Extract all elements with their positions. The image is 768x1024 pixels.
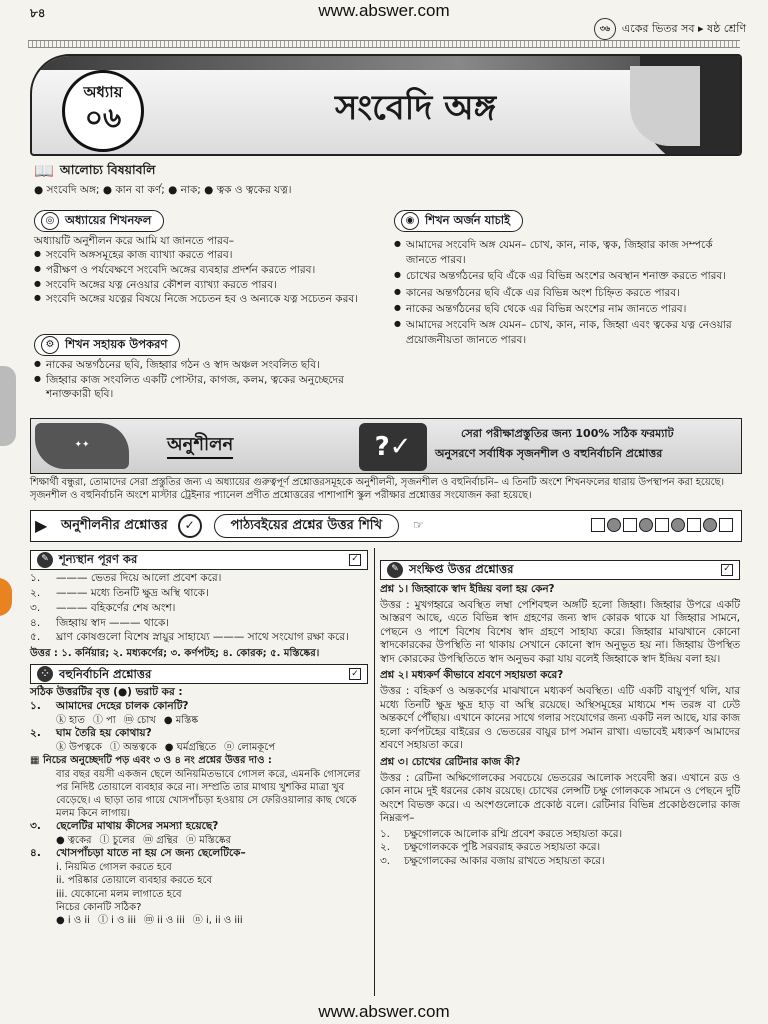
mcq-option[interactable]: ⓜ ii ও iii — [143, 915, 185, 927]
play-arrow-icon: ▶ — [35, 516, 48, 535]
mcq-options — [30, 714, 368, 727]
qa-item-2 — [380, 669, 740, 752]
list-item: ● পরীক্ষণ ও পর্যবেক্ষণে সংবেদি অঙ্গের ব্যবহার প্রদর্শন করতে পারব। — [34, 264, 374, 278]
circle-icon — [671, 518, 685, 532]
mcq-option[interactable]: ● মস্তিষ্ক — [163, 715, 199, 727]
answer-text: উত্তর : বহিকর্ণ ও অন্তকর্ণের মাঝখানে মধ্যকর্ণ অবস্থিত। এটি একটি বায়ুপূর্ণ থলি, যার মধ্যে তিনটি ক্ষুদ্র ক্ষুদ্র হাড় বা অস্থি রয়েছে। অস্থিসমূহের মাধ্যমে শব্দ তরঙ্গ বা ঢেউ অন্তকর্ণে পৌঁছায়। এখানে কানের সাথে গলার সংযোগের জন্য একটি নল আছে, যার কাজ হলো কর্ণপটহের বাইরের ও ভেতরের বায়ুর চাপ সমান রাখা। এভাবেই মধ্যকর্ণ আমাদের শ্রবণে সহায়তা করে। — [380, 685, 740, 752]
page-side-tab — [0, 366, 16, 446]
mcq-option[interactable]: ⓝ মস্তিষ্কের — [186, 835, 232, 847]
practice-line-2: অনুসরণে সর্বাধিক সৃজনশীল ও বহুনির্বাচনি প্রশ্নোত্তর — [435, 447, 663, 460]
pointer-icon: ☞ — [413, 518, 424, 533]
mcq-question-1: ১. আমাদের দেহের চালক কোনটি? ⓚ হাত ⓛ পা ⓜ চোখ ● মস্তিষ্ক — [30, 700, 368, 727]
outcomes-list — [34, 249, 374, 307]
topics-section — [34, 160, 734, 198]
assessment-list — [394, 238, 740, 349]
qa-item-1 — [380, 583, 740, 666]
pencil-icon: ✎ — [37, 552, 53, 568]
mcq-option[interactable]: ⓝ লোমকূপে — [224, 742, 276, 754]
mcq-options — [30, 741, 368, 754]
mcq-option[interactable]: ⓛ পা — [92, 715, 116, 727]
mcq-heading: ⁘ বহুনির্বাচনি প্রশ্নোত্তর ✓ — [30, 664, 368, 684]
materials-section — [34, 334, 374, 403]
sub-item: i. নিয়মিত গোসল করতে হবে — [56, 862, 172, 874]
practice-label: অনুশীলন — [167, 433, 233, 459]
mcq-option[interactable]: ⓜ চোখ — [123, 715, 156, 727]
list-item: ২. ——— মধ্যে তিনটি ক্ষুদ্র অস্থি থাকে। — [30, 586, 209, 599]
intro-paragraph: শিক্ষার্থী বন্ধুরা, তোমাদের সেরা প্রস্তুতির জন্য এ অধ্যায়ের গুরুত্বপূর্ণ প্রশ্নোত্তরসমূহকে অনুশীলনী, সৃজনশীল ও বহুনির্বাচনি– এ তিনটি অংশে শিখনফলের ধারায় উপস্থাপন করা হয়েছে। সৃজনশীল ও বহুনির্বাচনি অংশে মাস্টার ট্রেইনার প্যানেল প্রণীত প্রশ্নোত্তরের পাশাপাশি স্কুল পরীক্ষার প্রশ্নোত্তর সংযোজন করা হয়েছে। — [30, 477, 725, 502]
orange-marker — [0, 578, 12, 616]
sub-item: iii. যেকোনো মলম লাগাতে হবে — [56, 888, 182, 900]
list-item: ৩. ——— বহিকর্ণের শেষ অংশ। — [30, 601, 176, 614]
mcq-option[interactable]: ⓚ উপত্বকে — [56, 742, 102, 754]
list-item: ● সংবেদি অঙ্গের যত্নের বিষয়ে নিজে সচেতন হব ও অন্যকে যত্ন সচেতন করব। — [34, 293, 374, 307]
checkbox-icon — [591, 518, 605, 532]
list-item: ২. চক্ষুগোলককে পুষ্টি সরবরাহ করতে সহায়তা করে। — [380, 841, 601, 854]
column-divider — [374, 548, 375, 996]
chapter-badge — [62, 70, 144, 152]
checkbox-icon: ✓ — [721, 564, 733, 576]
section-bar-left: অনুশীলনীর প্রশ্নোত্তর — [61, 518, 168, 534]
list-item: ১. ——— ভেতর দিয়ে আলো প্রবেশ করে। — [30, 572, 222, 584]
mcq-options — [30, 834, 368, 847]
mcq-option[interactable]: ⓜ গ্রন্থির — [143, 835, 179, 847]
check-badge-icon: ✓ — [178, 514, 202, 538]
outcomes-section — [34, 210, 374, 308]
series-logo-icon: ৩৬ — [594, 18, 616, 40]
leaf-decoration-icon: ✦✦ — [35, 423, 129, 469]
watermark-top: www.abswer.com — [318, 1, 450, 20]
circle-icon — [607, 518, 621, 532]
section-bar-right: পাঠ্যবইয়ের প্রশ্নের উত্তর শিখি — [214, 514, 399, 537]
practice-banner — [30, 418, 742, 474]
mcq-option[interactable]: ⓚ হাত — [56, 715, 85, 727]
answer-text: উত্তর : রেটিনা অক্ষিগোলকের সবচেয়ে ভেতরের আলোক সংবেদী স্তর। এখানে রড ও কোন নামে দুই ধরনের কোষ রয়েছে। চোখের লেন্সটি চক্ষু গোলককে সামনে ও পেছনে দুটি অংশে বিভক্ত করে। এ অংশগুলোকে প্রকোষ্ঠ বলে। রেটিনার বিভিন্ন প্রকোষ্ঠগুলোর কাজ নিম্নরূপ– — [380, 771, 740, 825]
book-icon: 📖 — [34, 161, 54, 180]
mcq-question-2: ২. ঘাম তৈরি হয় কোথায়? ⓚ উপত্বকে ⓛ অন্তত্বকে ● ঘর্মগ্রন্থিতে ⓝ লোমকূপে — [30, 727, 368, 754]
list-item: ● চোখের অন্তর্গঠনের ছবি এঁকে এর বিভিন্ন অংশের অবস্থান শনাক্ত করতে পারব। — [394, 269, 740, 284]
mcq-ask: নিচের কোনটি সঠিক? — [56, 901, 142, 913]
list-item: ৪. জিহ্বায় স্বাদ ——— থাকে। — [30, 616, 170, 629]
outcomes-lead: অধ্যায়টি অনুশীলন করে আমি যা জানতে পারব– — [34, 235, 235, 247]
fill-blanks-list — [30, 572, 368, 646]
mcq-option[interactable]: ● i ও ii — [56, 915, 90, 927]
mcq-question-3: ৩. ছেলেটির মাথায় কীসের সমস্যা হয়েছে? ● ত্বকের ⓛ চুলের ⓜ গ্রন্থির ⓝ মস্তিষ্কের — [30, 820, 368, 847]
question-text: প্রশ্ন ৩। চোখের রেটিনার কাজ কী? — [380, 755, 521, 768]
banner-corner-decoration-light — [630, 66, 700, 146]
target-icon: ◉ — [401, 212, 419, 230]
list-item: ● আমাদের সংবেদি অঙ্গ যেমন– চোখ, কান, নাক, জিহ্বা এবং ত্বকের যত্ন নেওয়ার প্রয়োজনীয়তা জানতে পারব। — [394, 318, 740, 348]
materials-heading: ⚙ শিখন সহায়ক উপকরণ — [34, 334, 180, 356]
checkbox-icon: ✓ — [349, 668, 361, 680]
assessment-heading: ◉ শিখন অর্জন যাচাই — [394, 210, 523, 232]
checkbox-icon — [687, 518, 701, 532]
chapter-number: ০৬ — [84, 100, 122, 134]
gear-icon: ⚙ — [41, 336, 59, 354]
checkbox-icon — [623, 518, 637, 532]
list-item: ● আমাদের সংবেদি অঙ্গ যেমন– চোখ, কান, নাক, ত্বক, জিহ্বার কাজ সম্পর্কে জানতে পারব। — [394, 238, 740, 268]
practice-line-1: সেরা পরীক্ষাপ্রস্তুতির জন্য 100% সঠিক ফরম্যাট — [461, 427, 674, 440]
mcq-option[interactable]: ⓛ i ও iii — [97, 915, 136, 927]
section-bar — [30, 510, 742, 542]
chapter-word: অধ্যায় — [83, 83, 123, 101]
passage-lead: ▦ নিচের অনুচ্ছেদটি পড় এবং ৩ ও ৪ নং প্রশ্নের উত্তর দাও : — [30, 755, 272, 767]
list-item: ● কানের অন্তর্গঠনের ছবি এঁকে এর বিভিন্ন অংশ চিহ্নিত করতে পারব। — [394, 286, 740, 301]
question-text: প্রশ্ন ২। মধ্যকর্ণ কীভাবে শ্রবণে সহায়তা করে? — [380, 669, 564, 682]
mcq-option[interactable]: ● ঘর্মগ্রন্থিতে — [164, 742, 217, 754]
right-column — [380, 560, 740, 869]
sub-item: ii. পরিষ্কার তোয়ালে ব্যবহার করতে হবে — [56, 875, 213, 887]
question-text: প্রশ্ন ১। জিহ্বাকে স্বাদ ইন্দ্রিয় বলা হয় কেন? — [380, 583, 555, 595]
outcomes-heading: ◎ অধ্যায়ের শিখনফল — [34, 210, 164, 232]
qa-item-3 — [380, 756, 740, 826]
topics-list: ● সংবেদি অঙ্গ; ● কান বা কর্ণ; ● নাক; ● ত্বক ও ত্বকের যত্ন। — [34, 184, 292, 197]
mcq-option[interactable]: ● ত্বকের — [56, 835, 92, 847]
topics-heading: 📖 আলোচ্য বিষয়াবলি — [34, 161, 156, 180]
watermark-bottom: www.abswer.com — [318, 1002, 450, 1021]
assessment-section — [394, 210, 740, 350]
list-item: ● সংবেদি অঙ্গের যত্ন নেওয়ার কৌশল ব্যাখ্যা করতে পারব। — [34, 279, 374, 293]
list-item: ৩. চক্ষুগোলকের আকার বজায় রাখতে সহায়তা করে। — [380, 854, 605, 867]
answer-text: উত্তর : মুখগহ্বরে অবস্থিত লম্বা পেশিবহুল অঙ্গটি হলো জিহ্বা। জিহ্বার উপরে একটি আস্তরণ আছে, এতে বিভিন্ন স্বাদ গ্রহণের জন্য স্বাদ কোরক থাকে যা জিহ্বার সামনে, পেছনে ও পাশে বিশেষ বিশেষ স্বাদ গ্রহণে সাহায্য করে। জিহ্বার মাঝখানে কোনো স্বাদকোরকের উপস্থিতি না থাকায় সেখানে কোনো স্বাদ অনুভূত হয় না। জিহ্বায় উপস্থিত স্বাদ কোরকের উপস্থিতিতে স্বাদ অনুভব করা যায় বলেই জিহ্বাকে স্বাদ ইন্দ্রিয় বলা হয়। — [380, 598, 740, 665]
mcq-question-4: ৪. খোসপাঁচড়া যাতে না হয় সে জন্য ছেলেটিকে– i. নিয়মিত গোসল করতে হবে ii. পরিষ্কার তোয়ালে ব্যবহার করতে হবে iii. যেকোনো মলম লাগাতে হবে নিচের কোনটি সঠিক? ● i ও ii ⓛ i ও iii ⓜ ii ও iii ⓝ i, ii ও iii — [30, 847, 368, 927]
pencil-icon: ✎ — [387, 562, 403, 578]
mcq-option[interactable]: ⓛ চুলের — [99, 835, 136, 847]
page-number: ৮৪ — [30, 6, 46, 20]
grid-icon: ▦ — [30, 755, 43, 767]
checkbox-icon: ✓ — [349, 554, 361, 566]
target-icon: ◎ — [41, 212, 59, 230]
mcq-option[interactable]: ⓛ অন্তত্বকে — [109, 742, 157, 754]
list-item: ● সংবেদি অঙ্গসমূহের কাজ ব্যাখ্যা করতে পারব। — [34, 249, 374, 263]
fill-blanks-heading: ✎ শূন্যস্থান পূরণ কর ✓ — [30, 550, 368, 570]
materials-list — [34, 359, 374, 402]
list-item: ● নাকের অন্তর্গঠনের ছবি, জিহ্বার গঠন ও স্বাদ অঞ্চল সংবলিত ছবি। — [34, 359, 374, 373]
list-item: ● জিহ্বার কাজ সংবলিত একটি পোস্টার, কাগজ, কলম, ত্বকের অনুচ্ছেদের শনাক্তকারী ছবি। — [34, 374, 374, 402]
header-rule — [28, 40, 740, 48]
retina-list — [380, 828, 740, 869]
mcq-option[interactable]: ⓝ i, ii ও iii — [192, 915, 243, 927]
mcq-options — [30, 914, 368, 927]
mcq-instruction: সঠিক উত্তরটির বৃত্ত (●) ভরাট কর : — [30, 686, 183, 699]
list-item: ● নাকের অন্তর্গঠনের ছবি থেকে এর বিভিন্ন অংশের নাম জানতে পারব। — [394, 302, 740, 317]
dots-icon: ⁘ — [37, 666, 53, 682]
circle-icon — [639, 518, 653, 532]
circle-icon — [703, 518, 717, 532]
running-head — [594, 18, 746, 40]
running-head-text: একের ভিতর সব ▸ ষষ্ঠ শ্রেণি — [621, 21, 746, 35]
list-item: ৫. ঘ্রাণ কোষগুলো বিশেষ স্নায়ুর সাহায্যে ——— সাথে সংযোগ রক্ষা করে। — [30, 631, 349, 644]
chapter-title: সংবেদি অঙ্গ — [335, 88, 497, 128]
passage-text: বার বছর বয়সী একজন ছেলে অনিয়মিতভাবে গোসল করে, এমনকি গোসলের পর নিদিষ্ট তোয়ালে ব্যবহার করে না। সম্প্রতি তার মাথায় খুশকির মাত্রা খুব বেড়েছে। এ ছাড়া তার গায়ে খোসপাঁচড়া হওয়ায় সে ফেরিওয়ালার কাছ থেকে মলম কিনে লাগায়। — [56, 768, 361, 820]
short-qa-heading: ✎ সংক্ষিপ্ত উত্তর প্রশ্নোত্তর ✓ — [380, 560, 740, 580]
checkbox-icon — [719, 518, 733, 532]
question-mark-icon: ?✓ — [359, 423, 427, 471]
left-column — [30, 550, 368, 927]
fill-blanks-answer: উত্তর : ১. কর্নিয়ার; ২. মধ্যকর্ণের; ৩. কর্ণপটহ; ৪. কোরক; ৫. মস্তিষ্কের। — [30, 648, 320, 660]
checkbox-icon — [655, 518, 669, 532]
list-item: ১. চক্ষুগোলকে আলোক রশ্মি প্রবেশ করতে সহায়তা করে। — [380, 827, 623, 840]
section-icons — [591, 518, 733, 532]
